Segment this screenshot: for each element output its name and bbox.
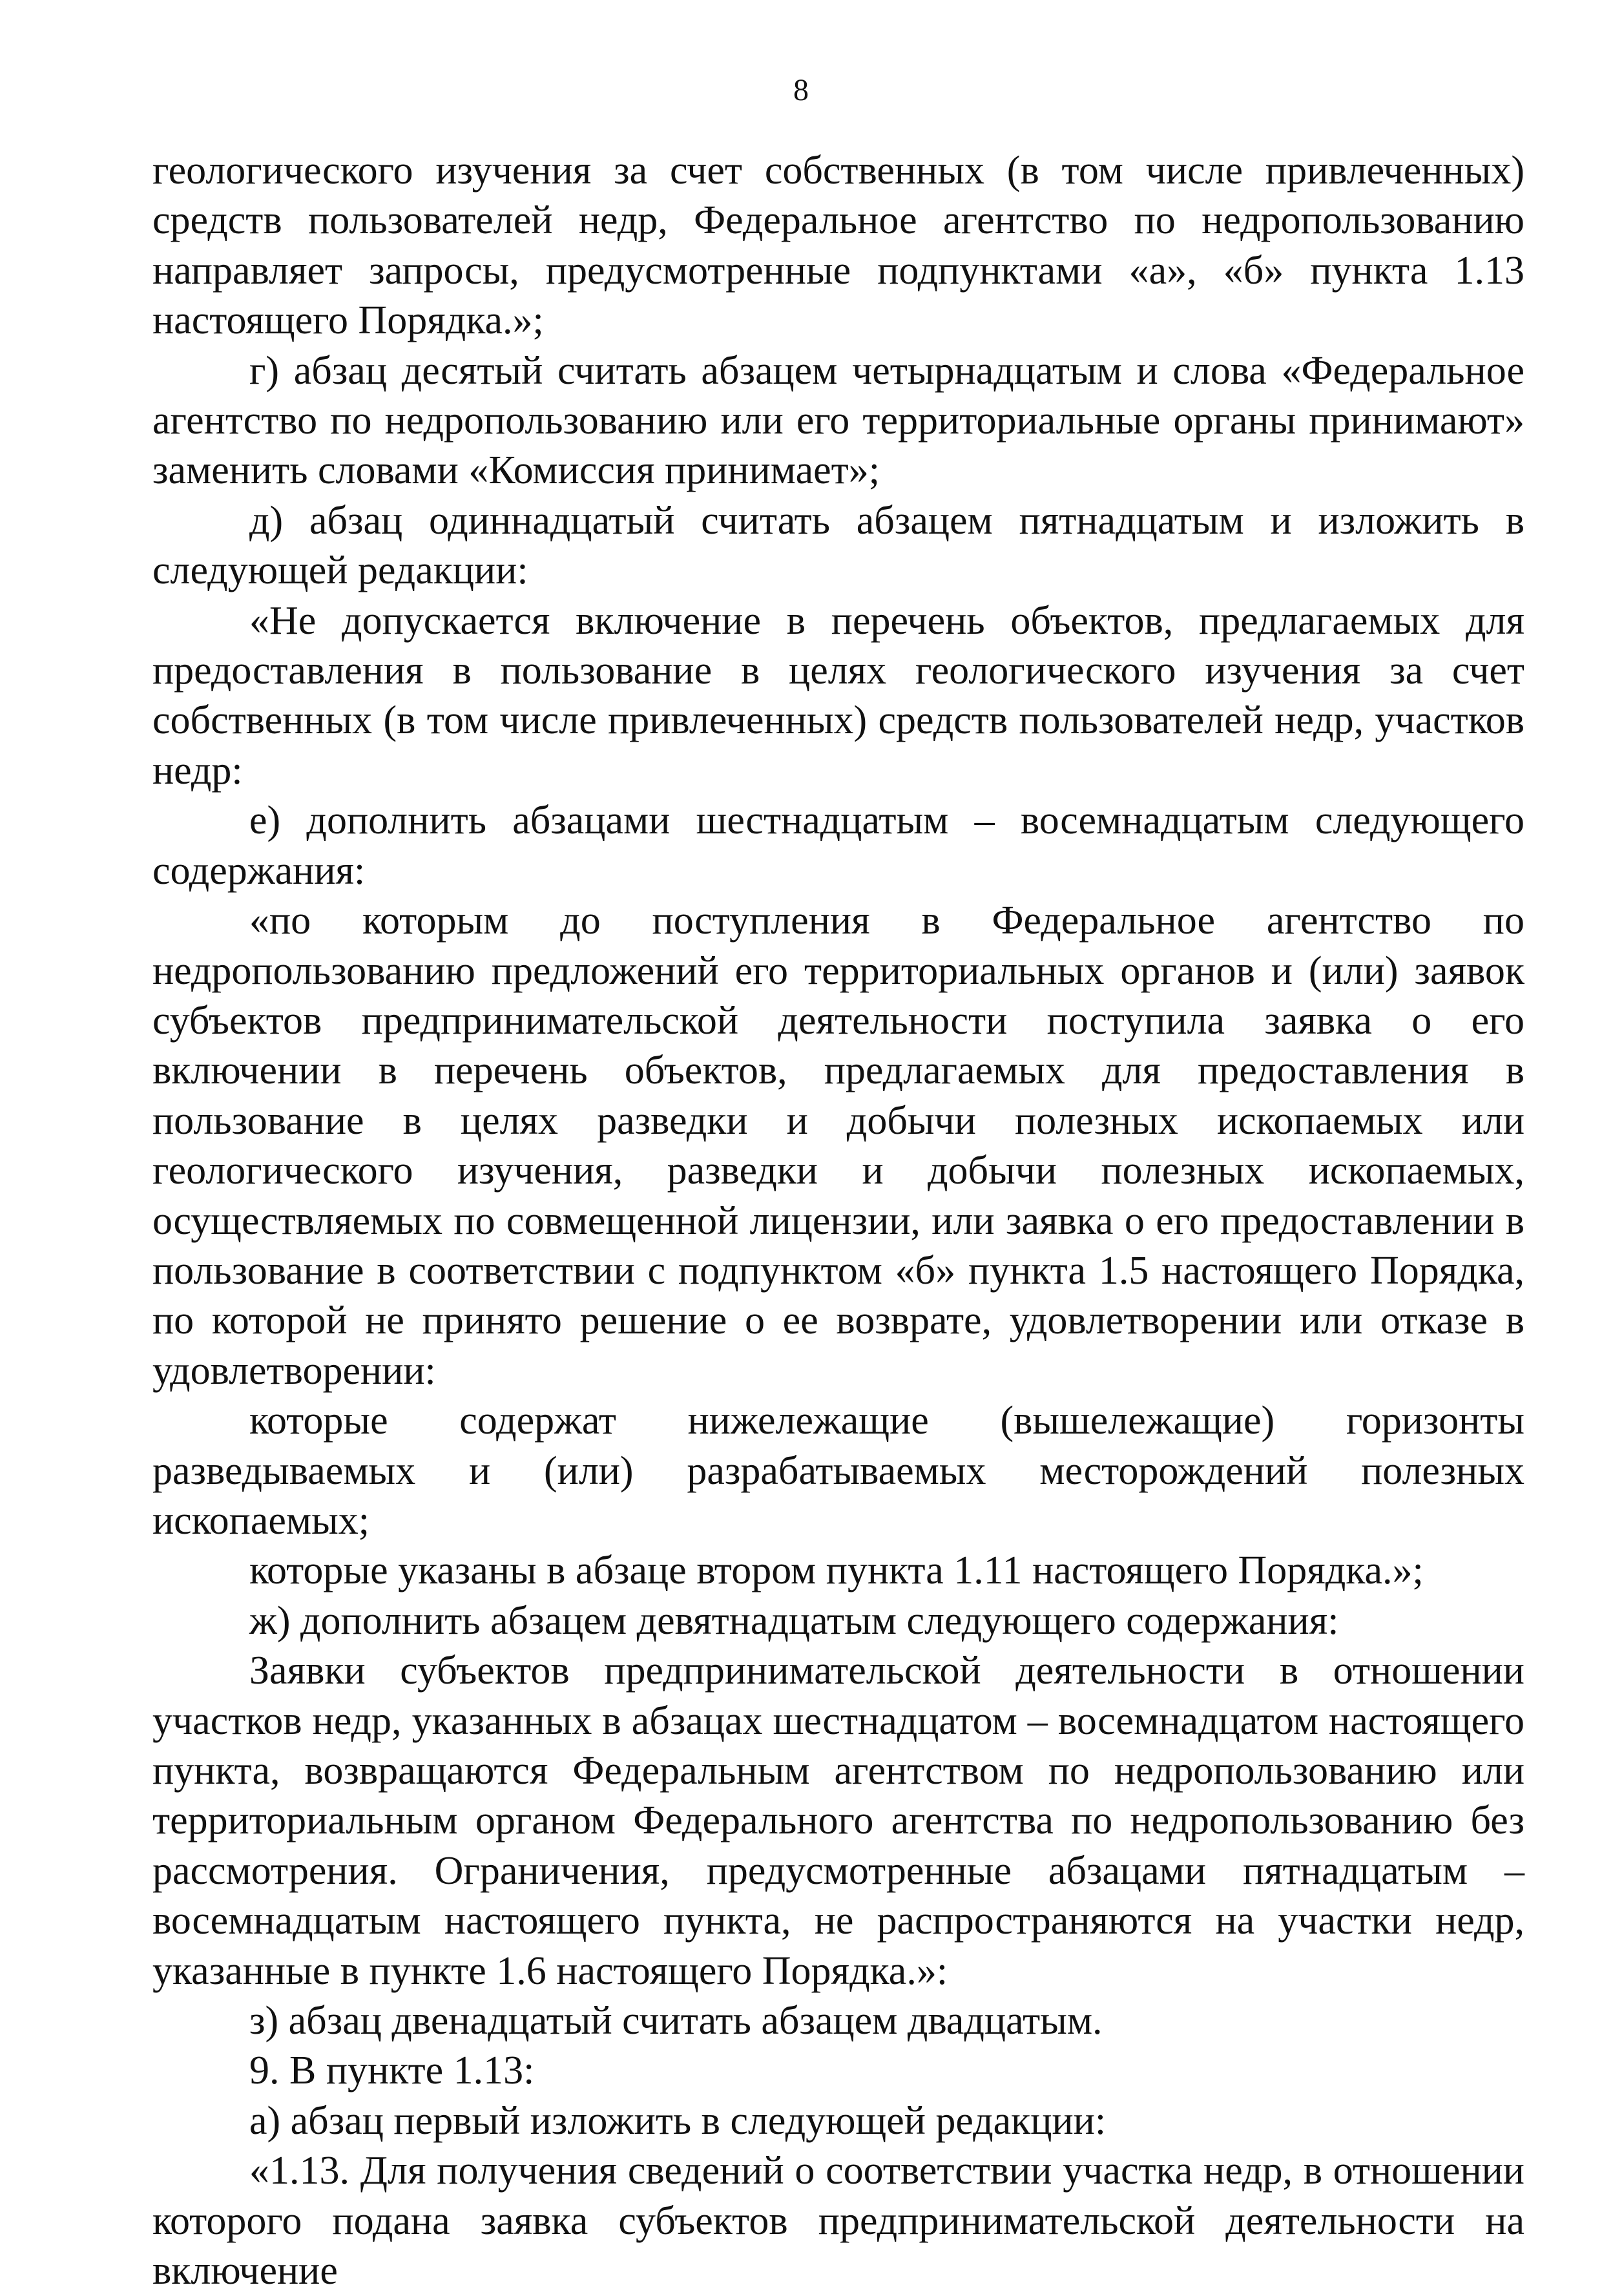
paragraph-returned-applications: Заявки субъектов предпринимательской деятельности в отношении участков недр, указанных в абзацах шестнадцатом – восемнадцатом настоящего пункта, возвращаются Федеральным агентством по недропользованию или территориальным органом Федерального агентства по недропользованию без рассмотрения. Ограничения, предусмотренные абзацами пятнадцатым – восемнадцатым настоящего пункта, не распространяются на участки недр, указанные в пункте 1.6 настоящего Порядка.»: <box>152 1649 1524 1993</box>
paragraph-point-9: 9. В пункте 1.13: <box>249 2049 535 2093</box>
paragraph-item-e: е) дополнить абзацами шестнадцатым – восемнадцатым следующего содержания: <box>152 798 1524 893</box>
paragraph-item-d: д) абзац одиннадцатый считать абзацем пятнадцатым и изложить в следующей редакции: <box>152 498 1524 593</box>
paragraph-item-g: г) абзац десятый считать абзацем четырнадцатым и слова «Федеральное агентство по недропользованию или его территориальные органы принимают» заменить словами «Комиссия принимает»; <box>152 348 1524 493</box>
paragraph-quote-prohibition: «Не допускается включение в перечень объектов, предлагаемых для предоставления в пользование в целях геологического изучения за счет собственных (в том числе привлеченных) средств пользователей недр, участков недр: <box>152 598 1524 793</box>
paragraph-item-z: з) абзац двенадцатый считать абзацем двадцатым. <box>249 1999 1103 2043</box>
paragraph-point-1-13: «1.13. Для получения сведений о соответствии участка недр, в отношении которого подана заявка субъектов предпринимательской деятельности на включение <box>152 2149 1524 2293</box>
paragraph-item-zh: ж) дополнить абзацем девятнадцатым следующего содержания: <box>249 1598 1339 1643</box>
paragraph-reference-1-11: которые указаны в абзаце втором пункта 1.11 настоящего Порядка.»; <box>249 1549 1424 1593</box>
paragraph-item-a: а) абзац первый изложить в следующей редакции: <box>249 2098 1107 2143</box>
paragraph-continuation: геологического изучения за счет собственных (в том числе привлеченных) средств пользователей недр, Федеральное агентство по недропользованию направляет запросы, предусмотренные подпунктами «а», «б» пункта 1.13 настоящего Порядка.»; <box>152 149 1524 343</box>
page-number: 8 <box>793 73 809 107</box>
document-body <box>152 146 1524 2296</box>
paragraph-quote-applications: «по которым до поступления в Федеральное агентство по недропользованию предложений его территориальных органов и (или) заявок субъектов предпринимательской деятельности поступила заявка о его включении в перечень объектов, предлагаемых для предоставления в пользование в целях разведки и добычи полезных ископаемых или геологического изучения, разведки и добычи полезных ископаемых, осуществляемых по совмещенной лицензии, или заявка о его предоставлении в пользование в соответствии с подпунктом «б» пункта 1.5 настоящего Порядка, по которой не принято решение о ее возврате, удовлетворении или отказе в удовлетворении: <box>152 899 1524 1393</box>
paragraph-horizons: которые содержат нижележащие (вышележащие) горизонты разведываемых и (или) разрабатываемых месторождений полезных ископаемых; <box>152 1399 1524 1543</box>
